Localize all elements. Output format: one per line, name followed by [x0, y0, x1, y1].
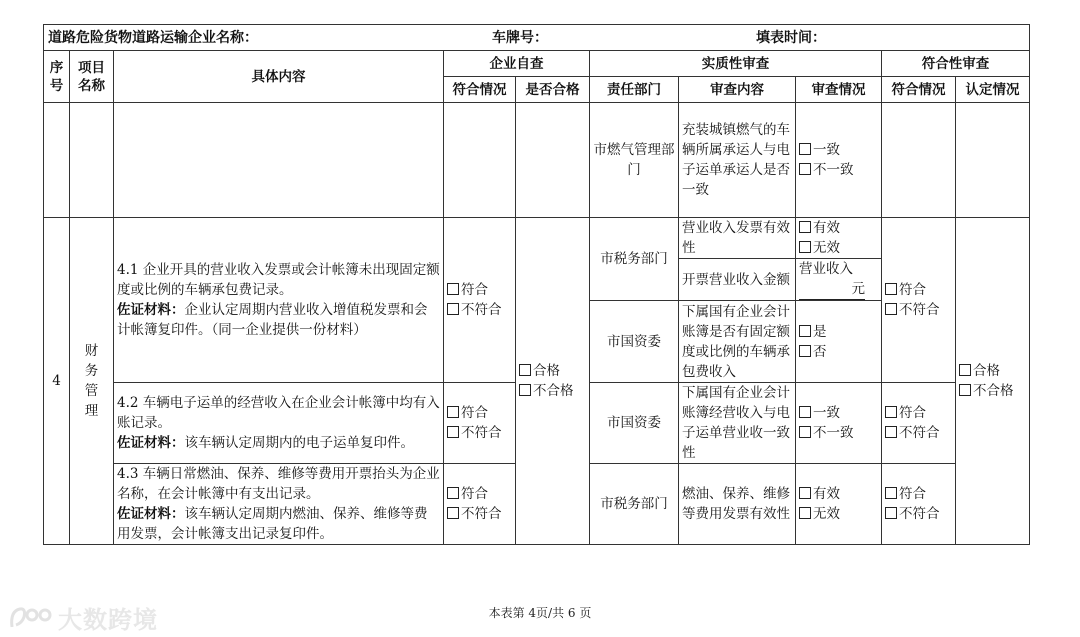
dept-sasac-1: 市国资委: [590, 301, 679, 383]
option-checkbox[interactable]: 符合: [447, 403, 512, 423]
option-checkbox[interactable]: 合格: [519, 361, 586, 381]
review-table: [43, 24, 1030, 545]
seq-4: 4: [44, 218, 70, 545]
col-seq: 序号: [44, 51, 70, 103]
conf-match-4-2: [882, 383, 956, 464]
option-checkbox[interactable]: 符合: [447, 484, 512, 504]
income-amount: 营业收入 元: [796, 259, 882, 301]
option-checkbox[interactable]: 有效: [799, 218, 878, 238]
option-checkbox[interactable]: 一致: [799, 140, 878, 160]
col-review-status: 审查情况: [796, 77, 882, 103]
col-review-content: 审查内容: [679, 77, 796, 103]
option-checkbox[interactable]: 无效: [799, 504, 878, 524]
review-status-4-1a: [796, 218, 882, 259]
fill-date-label: 填表时间：: [756, 30, 826, 46]
empty-cell: [114, 103, 444, 218]
plate-number-label: 车牌号：: [492, 30, 548, 46]
empty-cell: [444, 103, 516, 218]
col-substantive: 实质性审查: [590, 51, 882, 77]
col-self-pass: 是否合格: [516, 77, 590, 103]
col-item-name: 项目名称: [70, 51, 114, 103]
option-checkbox[interactable]: 符合: [447, 280, 512, 300]
option-checkbox[interactable]: 不一致: [799, 423, 878, 443]
option-checkbox[interactable]: 不符合: [885, 423, 952, 443]
content-4-3: 4.3 车辆日常燃油、保养、维修等费用开票抬头为企业名称，在会计帐簿中有支出记录。 佐证材料：该车辆认定周期内燃油、保养、维修等费用发票，会计帐簿支出记录复印件。: [114, 464, 444, 545]
option-checkbox[interactable]: 合格: [959, 361, 1026, 381]
col-dept: 责任部门: [590, 77, 679, 103]
option-checkbox[interactable]: 是: [799, 322, 878, 342]
review-content-4-1b: 开票营业收入金额: [679, 259, 796, 301]
option-checkbox[interactable]: 有效: [799, 484, 878, 504]
content-4-2: 4.2 车辆电子运单的经营收入在企业会计帐簿中均有入账记录。 佐证材料：该车辆认定周期内的电子运单复印件。: [114, 383, 444, 464]
self-match-4-2: [444, 383, 516, 464]
option-checkbox[interactable]: 无效: [799, 238, 878, 258]
option-checkbox[interactable]: 不符合: [885, 300, 952, 320]
watermark: [8, 600, 158, 635]
empty-cell: [882, 103, 956, 218]
option-checkbox[interactable]: 一致: [799, 403, 878, 423]
option-checkbox[interactable]: 符合: [885, 280, 952, 300]
dept-sasac-2: 市国资委: [590, 383, 679, 464]
review-content-4-3: 燃油、保养、维修等费用发票有效性: [679, 464, 796, 545]
option-checkbox[interactable]: 不符合: [447, 300, 512, 320]
col-self-check: 企业自查: [444, 51, 590, 77]
self-match-4-1: [444, 218, 516, 383]
review-status-4-3: [796, 464, 882, 545]
review-content-4-2: 下属国有企业会计账簿经营收入与电子运单营业收一致性: [679, 383, 796, 464]
empty-cell: [70, 103, 114, 218]
review-content-gas: 充装城镇燃气的车辆所属承运人与电子运单承运人是否一致: [679, 103, 796, 218]
self-pass-4: [516, 218, 590, 545]
option-checkbox[interactable]: 不一致: [799, 160, 878, 180]
empty-cell: [956, 103, 1030, 218]
col-conformity: 符合性审查: [882, 51, 1030, 77]
conf-match-4-3: [882, 464, 956, 545]
col-conf-verdict: 认定情况: [956, 77, 1030, 103]
option-checkbox[interactable]: 不合格: [519, 381, 586, 401]
col-conf-match: 符合情况: [882, 77, 956, 103]
conf-verdict-4: [956, 218, 1030, 545]
item-finance: 财务管理: [70, 218, 114, 545]
option-checkbox[interactable]: 不符合: [885, 504, 952, 524]
dept-gas: 市燃气管理部门: [590, 103, 679, 218]
option-checkbox[interactable]: 不符合: [447, 504, 512, 524]
watermark-logo-icon: [8, 605, 54, 631]
watermark-text: 大数跨境: [58, 606, 158, 634]
content-4-1: 4.1 企业开具的营业收入发票或会计帐簿未出现固定额度或比例的车辆承包费记录。 佐证材料：企业认定周期内营业收入增值税发票和会计帐簿复印件。（同一企业提供一份材料）: [114, 218, 444, 383]
review-status-4-2: [796, 383, 882, 464]
income-input[interactable]: 元: [799, 279, 865, 300]
review-status-4-1c: [796, 301, 882, 383]
col-self-match: 符合情况: [444, 77, 516, 103]
option-checkbox[interactable]: 符合: [885, 403, 952, 423]
option-checkbox[interactable]: 否: [799, 342, 878, 362]
page-footer: 本表第 4页/共 6 页: [488, 606, 592, 620]
review-content-4-1a: 营业收入发票有效性: [679, 218, 796, 259]
empty-cell: [516, 103, 590, 218]
dept-tax-1: 市税务部门: [590, 218, 679, 301]
col-content: 具体内容: [114, 51, 444, 103]
conf-match-4-1: [882, 218, 956, 383]
self-match-4-3: [444, 464, 516, 545]
form-sheet: [43, 24, 1029, 545]
review-status-gas: [796, 103, 882, 218]
review-content-4-1c: 下属国有企业会计账簿是否有固定额度或比例的车辆承包费收入: [679, 301, 796, 383]
form-header: [44, 25, 1030, 51]
option-checkbox[interactable]: 符合: [885, 484, 952, 504]
option-checkbox[interactable]: 不合格: [959, 381, 1026, 401]
company-name-label: 道路危险货物道路运输企业名称：: [48, 30, 258, 46]
dept-tax-2: 市税务部门: [590, 464, 679, 545]
empty-cell: [44, 103, 70, 218]
option-checkbox[interactable]: 不符合: [447, 423, 512, 443]
